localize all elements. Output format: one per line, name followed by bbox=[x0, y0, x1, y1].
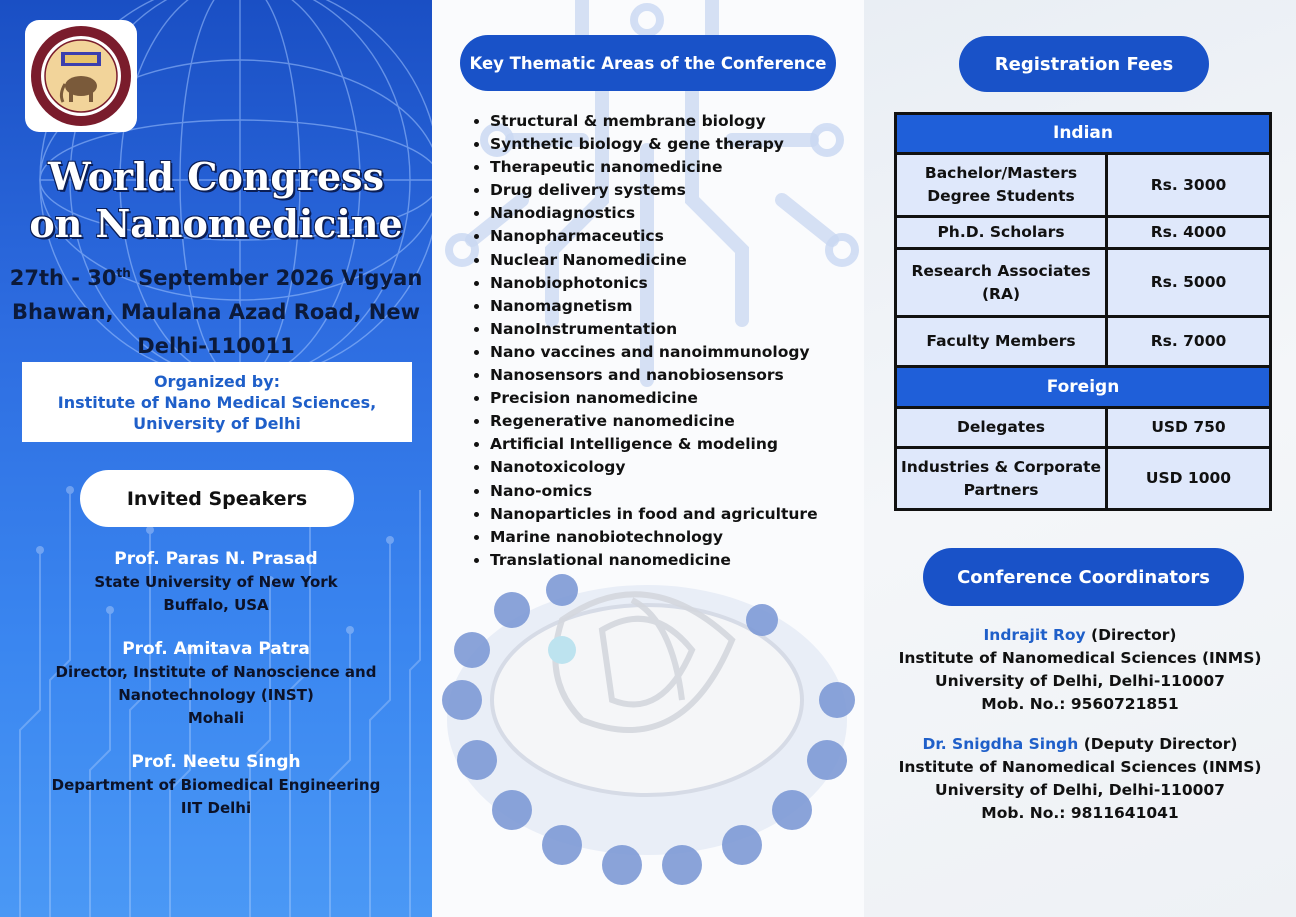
event-date-venue: 27th - 30th September 2026 Vigyan Bhawan, Maulana Azad Road, New Delhi-110011 bbox=[9, 266, 423, 358]
coordinator-detail: Institute of Nanomedical Sciences (INMS) bbox=[898, 649, 1262, 667]
table-row bbox=[896, 408, 1271, 448]
university-of-delhi-logo bbox=[29, 24, 133, 128]
list-item: • Nanomagnetism bbox=[490, 295, 818, 318]
indian-header: Indian bbox=[896, 114, 1271, 154]
list-item: • Translational nanomedicine bbox=[490, 549, 818, 572]
fee-amount: Rs. 5000 bbox=[1107, 249, 1271, 317]
list-item: • Precision nanomedicine bbox=[490, 387, 818, 410]
table-row bbox=[896, 249, 1271, 317]
topics-list bbox=[470, 110, 818, 572]
organizer-line-1: Institute of Nano Medical Sciences, bbox=[57, 393, 377, 412]
organizer-line-2: University of Delhi bbox=[133, 414, 301, 433]
list-item: • Nano-omics bbox=[490, 480, 818, 503]
fee-category: Research Associates (RA) bbox=[896, 249, 1107, 317]
list-item: • Artificial Intelligence & modeling bbox=[490, 433, 818, 456]
list-item: • NanoInstrumentation bbox=[490, 318, 818, 341]
list-item: • Regenerative nanomedicine bbox=[490, 410, 818, 433]
fee-amount: Rs. 7000 bbox=[1107, 317, 1271, 367]
coordinator-role: (Director) bbox=[1085, 626, 1177, 644]
coordinator-detail: Mob. No.: 9560721851 bbox=[981, 695, 1179, 713]
list-item: • Nuclear Nanomedicine bbox=[490, 249, 818, 272]
coordinator-title bbox=[864, 624, 1296, 647]
fees-table bbox=[894, 112, 1272, 511]
list-item: • Nanobiophotonics bbox=[490, 272, 818, 295]
speaker-affiliation: Department of Biomedical Engineering bbox=[51, 776, 381, 794]
event-title-line-2: on Nanomedicine bbox=[29, 201, 403, 246]
list-item: • Nanodiagnostics bbox=[490, 202, 818, 225]
fee-category: Faculty Members bbox=[896, 317, 1107, 367]
list-item: • Nanopharmaceutics bbox=[490, 225, 818, 248]
fee-amount: USD 750 bbox=[1107, 408, 1271, 448]
coordinator-role: (Deputy Director) bbox=[1078, 735, 1238, 753]
fee-amount: Rs. 3000 bbox=[1107, 154, 1271, 217]
coordinator-name: Indrajit Roy bbox=[983, 626, 1086, 644]
list-item: • Nanosensors and nanobiosensors bbox=[490, 364, 818, 387]
table-row bbox=[896, 448, 1271, 510]
list-item: • Synthetic biology & gene therapy bbox=[490, 133, 818, 156]
coordinator-detail: University of Delhi, Delhi-110007 bbox=[935, 781, 1225, 799]
table-row bbox=[896, 217, 1271, 249]
speaker-name: Prof. Amitava Patra bbox=[122, 639, 310, 659]
coordinator-detail: Mob. No.: 9811641041 bbox=[981, 804, 1179, 822]
coordinators-heading: Conference Coordinators bbox=[923, 548, 1244, 606]
middle-panel bbox=[432, 0, 864, 917]
speaker-affiliation: IIT Delhi bbox=[180, 799, 252, 817]
fee-amount: USD 1000 bbox=[1107, 448, 1271, 510]
coordinator-2 bbox=[864, 733, 1296, 825]
speaker-name: Prof. Paras N. Prasad bbox=[114, 549, 318, 569]
coordinator-detail: University of Delhi, Delhi-110007 bbox=[935, 672, 1225, 690]
nanoparticle-graphic bbox=[442, 574, 855, 885]
fee-category: Bachelor/Masters Degree Students bbox=[896, 154, 1107, 217]
event-title-line-1: World Congress bbox=[48, 154, 384, 199]
invited-speakers-heading: Invited Speakers bbox=[80, 470, 354, 527]
table-row bbox=[896, 367, 1271, 408]
thematic-areas-heading: Key Thematic Areas of the Conference bbox=[460, 35, 836, 91]
university-logo bbox=[25, 20, 137, 132]
organizer-box bbox=[22, 362, 412, 442]
foreign-header: Foreign bbox=[896, 367, 1271, 408]
fee-category: Industries & Corporate Partners bbox=[896, 448, 1107, 510]
speaker-1 bbox=[0, 548, 432, 617]
fee-category: Delegates bbox=[896, 408, 1107, 448]
speaker-3 bbox=[0, 751, 432, 820]
speaker-affiliation: Mohali bbox=[187, 709, 245, 727]
coordinator-title bbox=[864, 733, 1296, 756]
speaker-2 bbox=[0, 638, 432, 730]
list-item: • Nanoparticles in food and agriculture bbox=[490, 503, 818, 526]
coordinator-detail: Institute of Nanomedical Sciences (INMS) bbox=[898, 758, 1262, 776]
table-row bbox=[896, 114, 1271, 154]
speaker-affiliation: Nanotechnology (INST) bbox=[118, 686, 314, 704]
list-item: • Marine nanobiotechnology bbox=[490, 526, 818, 549]
list-item: • Structural & membrane biology bbox=[490, 110, 818, 133]
list-item: • Drug delivery systems bbox=[490, 179, 818, 202]
speaker-affiliation: State University of New York bbox=[94, 573, 338, 591]
speaker-name: Prof. Neetu Singh bbox=[131, 752, 301, 772]
coordinator-1 bbox=[864, 624, 1296, 716]
coordinator-name: Dr. Snigdha Singh bbox=[922, 735, 1079, 753]
organized-label: Organized by: bbox=[153, 372, 281, 391]
left-panel bbox=[0, 0, 432, 917]
registration-fees-heading: Registration Fees bbox=[959, 36, 1209, 92]
list-item: • Therapeutic nanomedicine bbox=[490, 156, 818, 179]
table-row bbox=[896, 154, 1271, 217]
list-item: • Nano vaccines and nanoimmunology bbox=[490, 341, 818, 364]
fee-category: Ph.D. Scholars bbox=[896, 217, 1107, 249]
table-row bbox=[896, 317, 1271, 367]
fee-amount: Rs. 4000 bbox=[1107, 217, 1271, 249]
speaker-affiliation: Buffalo, USA bbox=[163, 596, 269, 614]
list-item: • Nanotoxicology bbox=[490, 456, 818, 479]
speaker-affiliation: Director, Institute of Nanoscience and bbox=[55, 663, 377, 681]
